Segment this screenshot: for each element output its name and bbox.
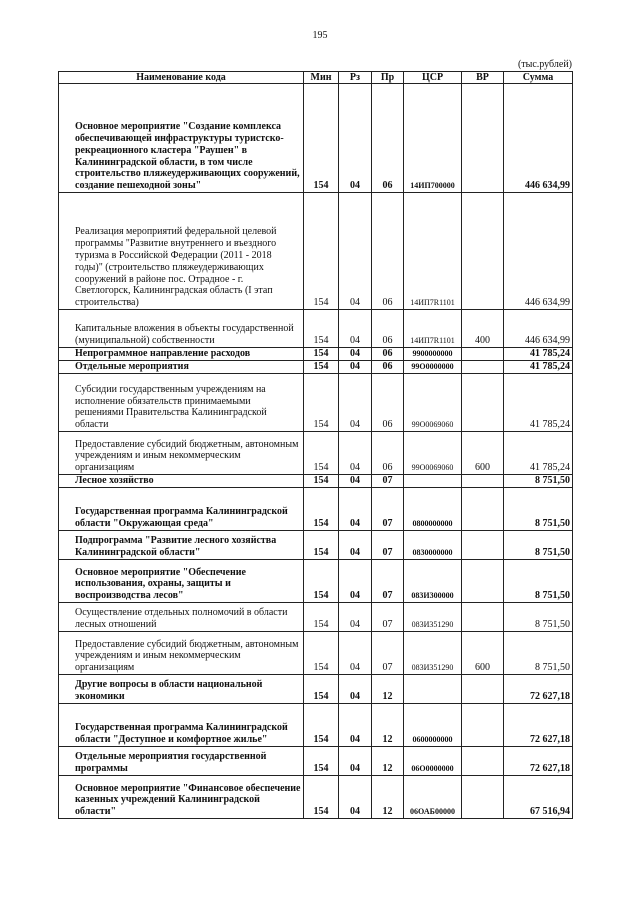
row-min: 154 xyxy=(304,776,339,819)
row-name: Предоставление субсидий бюджетным, автономным учреждениям и иным некоммерческим организациям xyxy=(59,432,304,475)
row-csr xyxy=(404,675,462,704)
table-row xyxy=(59,432,573,475)
row-min: 154 xyxy=(304,193,339,310)
row-vr: 600 xyxy=(462,432,504,475)
row-vr xyxy=(462,603,504,632)
row-vr xyxy=(462,531,504,560)
row-name: Подпрограмма "Развитие лесного хозяйства Калининградской области" xyxy=(59,531,304,560)
row-rz: 04 xyxy=(339,776,372,819)
row-sum: 8 751,50 xyxy=(504,603,573,632)
row-sum: 446 634,99 xyxy=(504,193,573,310)
row-vr: 400 xyxy=(462,310,504,348)
row-vr xyxy=(462,747,504,776)
row-sum: 446 634,99 xyxy=(504,84,573,193)
row-pr: 12 xyxy=(372,776,404,819)
row-csr: 083И351290 xyxy=(404,632,462,675)
row-csr: 14ИП700000 xyxy=(404,84,462,193)
row-pr: 12 xyxy=(372,704,404,747)
row-csr: 0600000000 xyxy=(404,704,462,747)
table-row xyxy=(59,675,573,704)
row-min: 154 xyxy=(304,432,339,475)
row-sum: 41 785,24 xyxy=(504,432,573,475)
row-name: Лесное хозяйство xyxy=(59,475,304,488)
row-csr: 99О0069060 xyxy=(404,432,462,475)
row-rz: 04 xyxy=(339,361,372,374)
row-min: 154 xyxy=(304,475,339,488)
row-rz: 04 xyxy=(339,560,372,603)
table-row xyxy=(59,531,573,560)
row-pr: 07 xyxy=(372,560,404,603)
row-name: Субсидии государственным учреждениям на исполнение обязательств принимаемыми решениями Правительства Калининградской области xyxy=(59,374,304,432)
row-vr xyxy=(462,84,504,193)
row-name: Предоставление субсидий бюджетным, автономным учреждениям и иным некоммерческим организациям xyxy=(59,632,304,675)
row-rz: 04 xyxy=(339,704,372,747)
row-pr: 06 xyxy=(372,432,404,475)
row-vr xyxy=(462,475,504,488)
budget-table xyxy=(58,71,573,819)
row-min: 154 xyxy=(304,704,339,747)
row-csr: 06ОАБ00000 xyxy=(404,776,462,819)
row-vr xyxy=(462,374,504,432)
row-min: 154 xyxy=(304,747,339,776)
row-name: Непрограммное направление расходов xyxy=(59,348,304,361)
row-csr: 14ИП7R1101 xyxy=(404,193,462,310)
table-row xyxy=(59,193,573,310)
header-csr: ЦСР xyxy=(404,72,462,84)
row-sum: 41 785,24 xyxy=(504,348,573,361)
row-min: 154 xyxy=(304,310,339,348)
units-label: (тыс.рублей) xyxy=(517,59,572,70)
row-sum: 41 785,24 xyxy=(504,361,573,374)
row-sum: 72 627,18 xyxy=(504,675,573,704)
row-rz: 04 xyxy=(339,675,372,704)
table-row xyxy=(59,84,573,193)
row-csr: 14ИП7R1101 xyxy=(404,310,462,348)
row-name: Отдельные мероприятия xyxy=(59,361,304,374)
table-row xyxy=(59,747,573,776)
row-rz: 04 xyxy=(339,531,372,560)
row-pr: 07 xyxy=(372,488,404,531)
row-min: 154 xyxy=(304,488,339,531)
row-csr: 083И351290 xyxy=(404,603,462,632)
row-name: Основное мероприятие "Обеспечение использования, охраны, защиты и воспроизводства лесов" xyxy=(59,560,304,603)
table-row xyxy=(59,704,573,747)
table-row xyxy=(59,348,573,361)
row-vr: 600 xyxy=(462,632,504,675)
row-pr: 07 xyxy=(372,603,404,632)
row-sum: 446 634,99 xyxy=(504,310,573,348)
row-vr xyxy=(462,193,504,310)
row-vr xyxy=(462,361,504,374)
row-min: 154 xyxy=(304,374,339,432)
row-vr xyxy=(462,560,504,603)
row-csr: 99О0069060 xyxy=(404,374,462,432)
row-min: 154 xyxy=(304,603,339,632)
row-name: Отдельные мероприятия государственной программы xyxy=(59,747,304,776)
row-vr xyxy=(462,348,504,361)
row-pr: 06 xyxy=(372,310,404,348)
row-name: Капитальные вложения в объекты государственной (муниципальной) собственности xyxy=(59,310,304,348)
row-vr xyxy=(462,488,504,531)
row-vr xyxy=(462,675,504,704)
row-pr: 07 xyxy=(372,475,404,488)
table-row xyxy=(59,310,573,348)
row-rz: 04 xyxy=(339,475,372,488)
row-min: 154 xyxy=(304,84,339,193)
header-name: Наименование кода xyxy=(59,72,304,84)
row-csr: 083И300000 xyxy=(404,560,462,603)
row-pr: 07 xyxy=(372,632,404,675)
row-rz: 04 xyxy=(339,193,372,310)
row-pr: 06 xyxy=(372,193,404,310)
table-row xyxy=(59,374,573,432)
row-sum: 72 627,18 xyxy=(504,747,573,776)
row-rz: 04 xyxy=(339,374,372,432)
row-csr: 06О0000000 xyxy=(404,747,462,776)
row-vr xyxy=(462,776,504,819)
row-sum: 8 751,50 xyxy=(504,632,573,675)
row-pr: 12 xyxy=(372,675,404,704)
row-rz: 04 xyxy=(339,632,372,675)
row-sum: 8 751,50 xyxy=(504,531,573,560)
row-name: Другие вопросы в области национальной экономики xyxy=(59,675,304,704)
row-min: 154 xyxy=(304,361,339,374)
row-rz: 04 xyxy=(339,348,372,361)
row-pr: 06 xyxy=(372,374,404,432)
row-rz: 04 xyxy=(339,432,372,475)
row-rz: 04 xyxy=(339,603,372,632)
row-pr: 06 xyxy=(372,361,404,374)
table-row xyxy=(59,475,573,488)
header-sum: Сумма xyxy=(504,72,573,84)
row-rz: 04 xyxy=(339,488,372,531)
table-row xyxy=(59,603,573,632)
row-min: 154 xyxy=(304,531,339,560)
row-min: 154 xyxy=(304,632,339,675)
row-name: Основное мероприятие "Создание комплекса обеспечивающей инфраструктуры туристско-рекреационного кластера "Раушен" в Калининградской области, в том числе строительство пляжеудерживающих сооружений, создание пешеходной зоны" xyxy=(59,84,304,193)
row-csr: 0800000000 xyxy=(404,488,462,531)
header-rz: Рз xyxy=(339,72,372,84)
row-rz: 04 xyxy=(339,84,372,193)
row-sum: 72 627,18 xyxy=(504,704,573,747)
row-name: Осуществление отдельных полномочий в области лесных отношений xyxy=(59,603,304,632)
table-row xyxy=(59,488,573,531)
row-sum: 41 785,24 xyxy=(504,374,573,432)
row-csr: 0830000000 xyxy=(404,531,462,560)
table-row xyxy=(59,560,573,603)
row-sum: 8 751,50 xyxy=(504,560,573,603)
row-csr: 99О0000000 xyxy=(404,361,462,374)
row-min: 154 xyxy=(304,675,339,704)
row-sum: 67 516,94 xyxy=(504,776,573,819)
row-pr: 06 xyxy=(372,84,404,193)
row-pr: 07 xyxy=(372,531,404,560)
row-name: Государственная программа Калининградской области "Окружающая среда" xyxy=(59,488,304,531)
row-rz: 04 xyxy=(339,747,372,776)
row-name: Реализация мероприятий федеральной целевой программы "Развитие внутреннего и въездного туризма в Российской Федерации (2011 - 2018 годы)" (строительство пляжеудерживающих сооружений в районе пос. Отрадное - г. Светлогорск, Калининградская область (I этап строительства) xyxy=(59,193,304,310)
row-sum: 8 751,50 xyxy=(504,488,573,531)
row-pr: 06 xyxy=(372,348,404,361)
row-rz: 04 xyxy=(339,310,372,348)
row-min: 154 xyxy=(304,560,339,603)
row-vr xyxy=(462,704,504,747)
table-row xyxy=(59,632,573,675)
row-name: Государственная программа Калининградской области "Доступное и комфортное жилье" xyxy=(59,704,304,747)
header-row xyxy=(59,72,573,84)
row-min: 154 xyxy=(304,348,339,361)
row-csr xyxy=(404,475,462,488)
row-csr: 9900000000 xyxy=(404,348,462,361)
row-pr: 12 xyxy=(372,747,404,776)
header-vr: ВР xyxy=(462,72,504,84)
row-sum: 8 751,50 xyxy=(504,475,573,488)
table-row xyxy=(59,776,573,819)
table-row xyxy=(59,361,573,374)
header-pr: Пр xyxy=(372,72,404,84)
page-number: 195 xyxy=(312,30,328,41)
row-name: Основное мероприятие "Финансовое обеспечение казенных учреждений Калининградской области" xyxy=(59,776,304,819)
header-min: Мин xyxy=(304,72,339,84)
